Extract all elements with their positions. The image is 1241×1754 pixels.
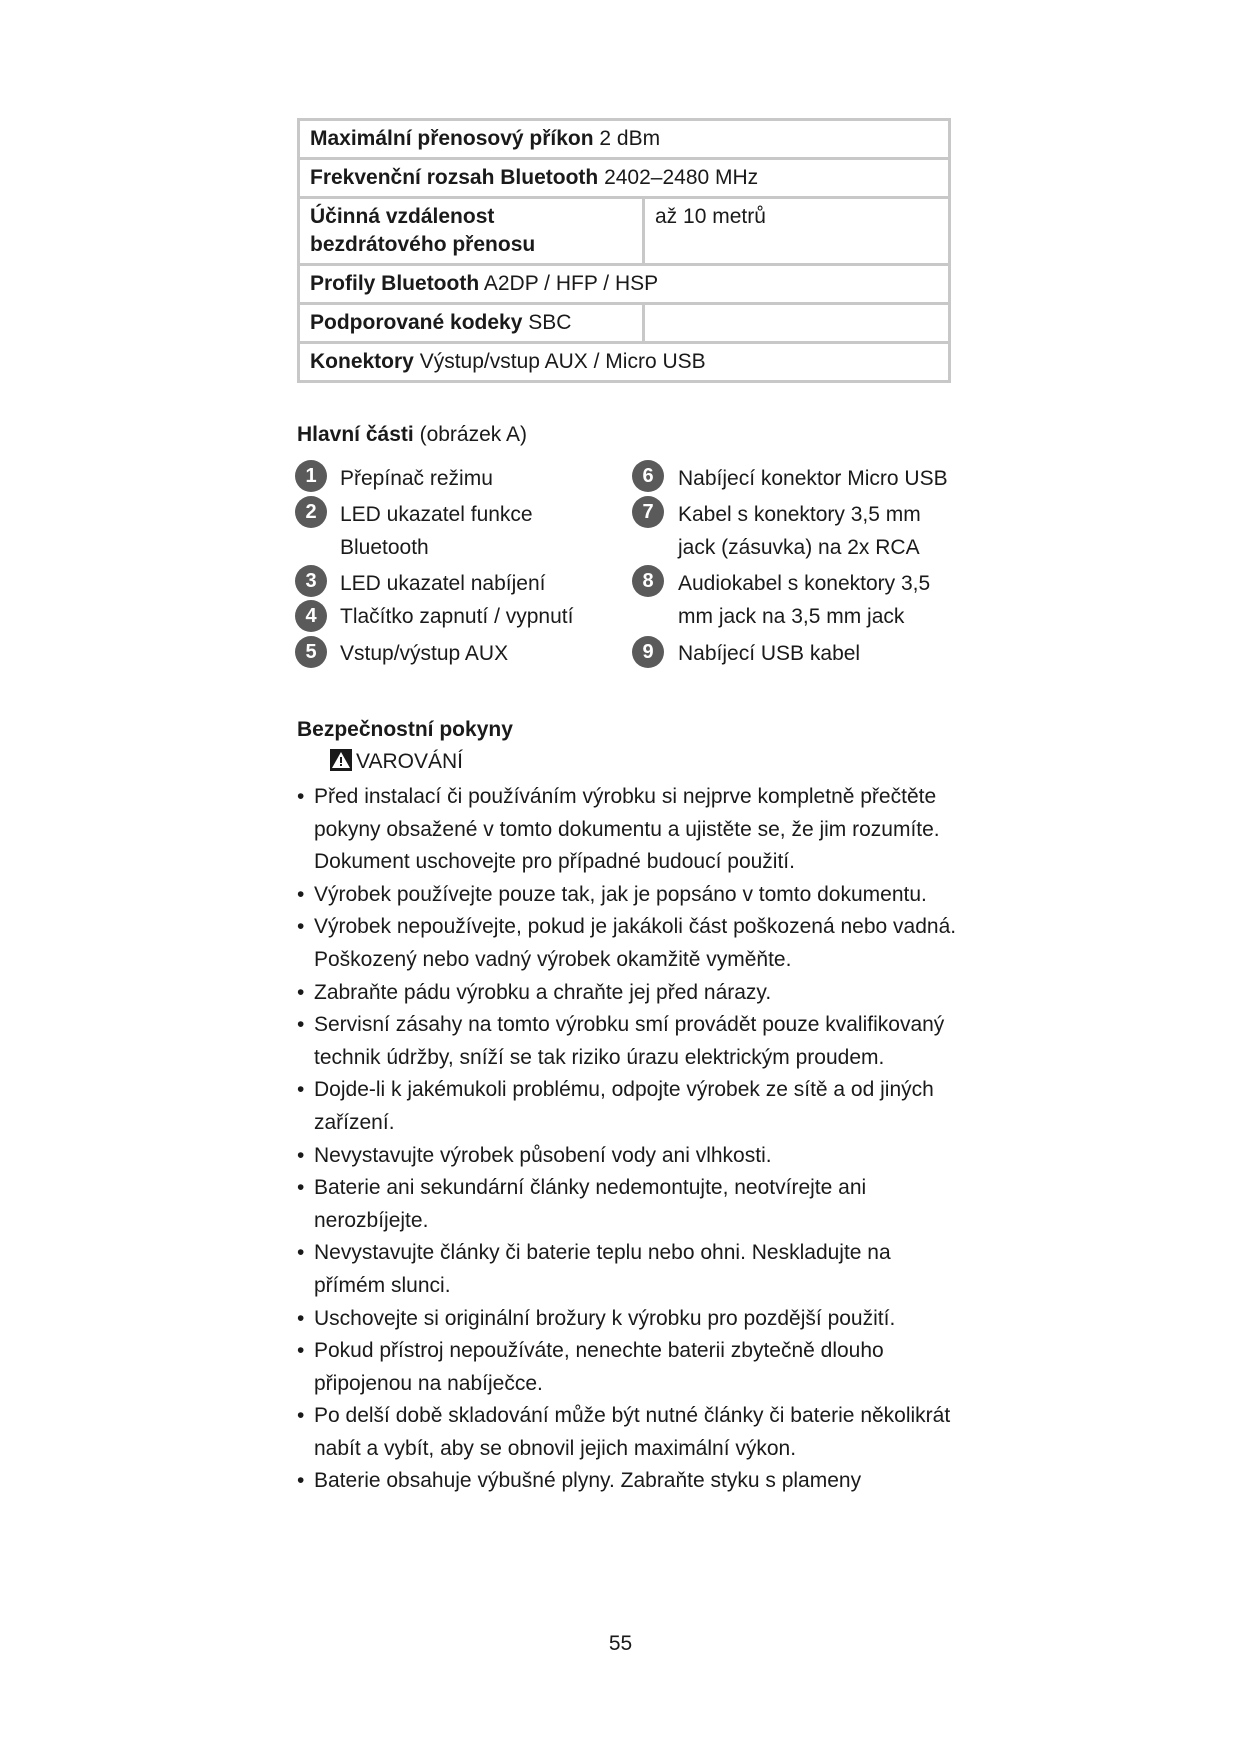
- bullet-text: • Nevystavujte články či baterie teplu nebo ohni. Neskladujte na přímém slunci.: [314, 1241, 891, 1297]
- spec-label: Podporované kodeky: [310, 311, 523, 334]
- list-item: [297, 781, 957, 879]
- table-cell: [644, 198, 950, 265]
- spec-table: [297, 118, 951, 383]
- list-item: [297, 1140, 957, 1173]
- warning-icon: [330, 749, 352, 771]
- list-item: [297, 1303, 957, 1336]
- table-row: [299, 198, 950, 265]
- bullet-text: • Baterie ani sekundární články nedemontujte, neotvírejte ani nerozbíjejte.: [314, 1176, 867, 1232]
- table-cell: [299, 198, 644, 265]
- table-cell: [299, 159, 950, 198]
- parts-subtitle: (obrázek A): [419, 423, 527, 446]
- table-row: [299, 304, 950, 343]
- number-badge: 1: [295, 460, 327, 492]
- number-badge: 4: [295, 600, 327, 632]
- list-item: [297, 1074, 957, 1139]
- list-item: Přepínač režimu: [340, 467, 493, 490]
- list-item: [297, 1335, 957, 1400]
- table-cell: [299, 343, 950, 382]
- list-item: [297, 911, 957, 976]
- table-cell: [299, 120, 950, 159]
- list-item: [297, 1465, 957, 1498]
- warning-label: [330, 748, 463, 776]
- spec-label: Účinná vzdálenost bezdrátového přenosu: [310, 205, 536, 256]
- spec-label: Frekvenční rozsah Bluetooth: [310, 166, 599, 189]
- table-row: [299, 343, 950, 382]
- list-item: Nabíjecí USB kabel: [678, 642, 861, 665]
- list-item: [297, 879, 957, 912]
- bullet-text: • Uschovejte si originální brožury k výrobku pro pozdější použití.: [314, 1306, 896, 1330]
- table-row: [299, 120, 950, 159]
- number-badge: 6: [632, 460, 664, 492]
- bullet-text: • Zabraňte pádu výrobku a chraňte jej před nárazy.: [314, 980, 772, 1004]
- parts-heading: [297, 423, 527, 447]
- warning-text: VAROVÁNÍ: [356, 750, 463, 773]
- list-item: Vstup/výstup AUX: [340, 642, 509, 665]
- table-cell: [299, 304, 644, 343]
- list-item: [297, 1009, 957, 1074]
- spec-value: 2 dBm: [599, 127, 661, 150]
- list-item: [297, 1172, 957, 1237]
- bullet-text: • Před instalací či používáním výrobku si nejprve kompletně přečtěte pokyny obsažené v tomto dokumentu a ujistěte se, že jim rozumíte. Dokument uschovejte pro případné budoucí použití.: [314, 785, 940, 874]
- list-item: [297, 977, 957, 1010]
- table-cell: [299, 265, 950, 304]
- number-badge: 9: [632, 636, 664, 668]
- spec-value: Výstup/vstup AUX / Micro USB: [419, 350, 706, 373]
- spec-value: SBC: [528, 311, 572, 334]
- list-item: Audiokabel s konektory 3,5 mm jack na 3,5 mm jack: [678, 572, 931, 628]
- safety-heading: Bezpečnostní pokyny: [297, 718, 513, 741]
- safety-list: [297, 781, 957, 1498]
- number-badge: 8: [632, 565, 664, 597]
- bullet-text: • Nevystavujte výrobek působení vody ani vlhkosti.: [314, 1143, 772, 1167]
- list-item: LED ukazatel funkce Bluetooth: [340, 503, 533, 559]
- bullet-text: • Baterie obsahuje výbušné plyny. Zabraňte styku s plameny: [314, 1469, 862, 1493]
- bullet-text: • Výrobek používejte pouze tak, jak je popsáno v tomto dokumentu.: [314, 882, 927, 906]
- page-number: 55: [608, 1632, 633, 1655]
- bullet-text: • Dojde-li k jakémukoli problému, odpojte výrobek ze sítě a od jiných zařízení.: [314, 1078, 934, 1134]
- bullet-text: • Po delší době skladování může být nutné články či baterie několikrát nabít a vybít, aby se obnovil jejich maximální výkon.: [314, 1404, 951, 1460]
- table-row: [299, 265, 950, 304]
- list-item: [297, 1237, 957, 1302]
- list-item: LED ukazatel nabíjení: [340, 572, 546, 595]
- list-item: [297, 1400, 957, 1465]
- spec-label: Profily Bluetooth: [310, 272, 480, 295]
- number-badge: 7: [632, 496, 664, 528]
- list-item: Tlačítko zapnutí / vypnutí: [340, 605, 574, 628]
- spec-value: A2DP / HFP / HSP: [483, 272, 659, 295]
- table-row: [299, 159, 950, 198]
- bullet-text: • Servisní zásahy na tomto výrobku smí provádět pouze kvalifikovaný technik údržby, sníží se tak riziko úrazu elektrickým proudem.: [314, 1013, 945, 1069]
- table-cell: [644, 304, 950, 343]
- list-item: Nabíjecí konektor Micro USB: [678, 467, 948, 490]
- spec-label: Konektory: [310, 350, 414, 373]
- bullet-text: • Pokud přístroj nepoužíváte, nenechte baterii zbytečně dlouho připojenou na nabíječce.: [314, 1339, 884, 1395]
- spec-value: až 10 metrů: [655, 205, 766, 228]
- list-item: Kabel s konektory 3,5 mm jack (zásuvka) na 2x RCA: [678, 503, 921, 559]
- number-badge: 3: [295, 565, 327, 597]
- parts-title: Hlavní části: [297, 423, 414, 446]
- number-badge: 2: [295, 496, 327, 528]
- spec-value: 2402–2480 MHz: [604, 166, 759, 189]
- number-badge: 5: [295, 636, 327, 668]
- spec-label: Maximální přenosový příkon: [310, 127, 594, 150]
- bullet-text: • Výrobek nepoužívejte, pokud je jakákoli část poškozená nebo vadná. Poškozený nebo vadný výrobek okamžitě vyměňte.: [314, 915, 957, 971]
